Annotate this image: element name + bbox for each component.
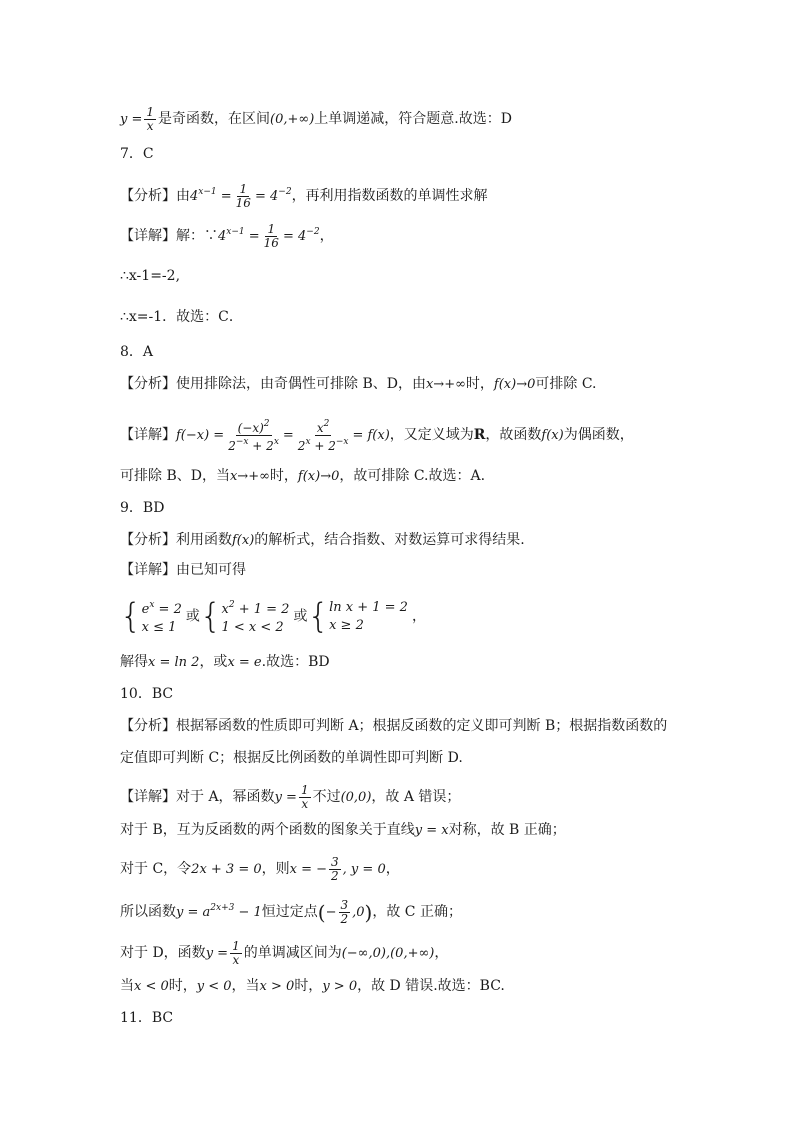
formula: y = $\frac{1}{x}$ <box>120 105 155 133</box>
system-3: ln x + 1 = 2 x ≥ 2 <box>329 599 408 633</box>
formula: x = e <box>227 655 262 670</box>
formula: f(x) <box>541 428 564 443</box>
detail-line: 【详解】对于 A，幂函数y = $\frac{1}{x}$ 不过(0,0)，故 A 错误； <box>120 783 461 811</box>
formula: R <box>473 427 486 443</box>
system-1: $e^x = 2$ x ≤ 1 <box>141 600 182 635</box>
analysis-line: 【分析】利用函数f(x)的解析式，结合指数、对数运算可求得结果. <box>120 532 525 548</box>
text-line: 所以函数$y = a^{2x+3} - 1$恒过定点(− $\frac{3}{2}$ ,0)，故 C 正确； <box>120 898 462 926</box>
formula: (0,0) <box>340 790 372 805</box>
question-number: 10．BC <box>120 686 174 702</box>
formula: $4^{x-1}$ = $\frac{1}{16}$ = $4^{-2}$ <box>190 182 292 210</box>
formula: $4^{x-1}$ = $\frac{1}{16}$ = $4^{-2}$ <box>218 222 320 250</box>
formula: x = − $\frac{3}{2}$ , y = 0 <box>289 855 386 883</box>
text-line: 对于 C，令2x + 3 = 0，则x = − $\frac{3}{2}$ , y = 0， <box>120 855 400 883</box>
question-number: 9．BD <box>120 500 165 516</box>
analysis-line: 【分析】由$4^{x-1}$ = $\frac{1}{16}$ = $4^{-2}$，再利用指数函数的单调性求解 <box>120 182 488 210</box>
analysis-line: 定值即可判断 C；根据反比例函数的单调性即可判断 D. <box>120 750 463 766</box>
system-2: $x^2 + 1 = 2$ 1 < x < 2 <box>221 600 290 635</box>
text-line: 对于 B，互为反函数的两个函数的图象关于直线y = x对称，故 B 正确； <box>120 822 566 838</box>
formula: 2x + 3 = 0 <box>191 862 262 877</box>
formula: (0,+∞) <box>270 112 315 127</box>
text-line: y = $\frac{1}{x}$ 是奇函数，在区间(0,+∞)上单调递减，符合题意.故选：D <box>120 105 512 133</box>
text-line: 对于 D，函数y = $\frac{1}{x}$ 的单调减区间为(−∞,0),(0,+∞)， <box>120 939 449 967</box>
formula: x < 0 <box>134 979 169 994</box>
formula: (−∞,0),(0,+∞) <box>341 946 435 961</box>
question-number: 7．C <box>120 146 154 162</box>
equation-systems: { $e^x = 2$ x ≤ 1 或{ $x^2 + 1 = 2$ 1 < x < 2 或{ ln x + 1 = 2 x ≥ 2 ， <box>120 596 426 637</box>
formula: y > 0 <box>322 979 358 994</box>
text-line: ∴x=-1．故选：C． <box>120 309 243 325</box>
text-line: 当x < 0时，y < 0，当x > 0时，y > 0，故 D 错误.故选：BC. <box>120 978 505 994</box>
formula: f(x)→0 <box>493 377 536 392</box>
formula: x→+∞ <box>229 469 270 484</box>
formula: (− $\frac{3}{2}$ ,0) <box>317 898 373 926</box>
formula: x→+∞ <box>425 377 466 392</box>
detail-line: 【详解】解：$\because 4^{x-1}$ = $\frac{1}{16}$ = $4^{-2}$， <box>120 222 334 250</box>
text-line: ∴x-1=-2, <box>120 268 181 284</box>
analysis-line: 【分析】根据幂函数的性质即可判断 A；根据反函数的定义即可判断 B；根据指数函数的 <box>120 718 668 734</box>
analysis-line: 【分析】使用排除法，由奇偶性可排除 B、D，由x→+∞时，f(x)→0可排除 C. <box>120 376 597 392</box>
question-number: 11．BC <box>120 1010 174 1026</box>
formula: x = ln 2 <box>148 655 200 670</box>
detail-line: 【详解】f(−x) = $\frac{(-x)^2}{2^{-x} + 2^x}$ = $\frac{x^2}{2^x + 2^{-x}}$ = f(x)，又定义域为R，故函数f(x)为偶函数， <box>120 419 634 453</box>
formula: y = $\frac{1}{x}$ <box>205 939 240 967</box>
question-number: 8．A <box>120 344 154 360</box>
formula: f(−x) = $\frac{(-x)^2}{2^{-x} + 2^x}$ = $\frac{x^2}{2^x + 2^{-x}}$ = f(x) <box>176 419 390 453</box>
detail-line: 【详解】由已知可得 <box>120 562 246 578</box>
text-line: 可排除 B、D，当x→+∞时，f(x)→0，故可排除 C.故选：A. <box>120 468 486 484</box>
formula: y = x <box>414 823 449 838</box>
formula: f(x) <box>232 533 255 548</box>
formula: $y = a^{2x+3} - 1$ <box>176 903 262 920</box>
formula: y < 0 <box>196 979 232 994</box>
text-line: 解得x = ln 2，或x = e.故选：BD <box>120 654 330 670</box>
formula: x > 0 <box>259 979 295 994</box>
formula: y = $\frac{1}{x}$ <box>274 783 309 811</box>
formula: f(x)→0 <box>297 469 340 484</box>
